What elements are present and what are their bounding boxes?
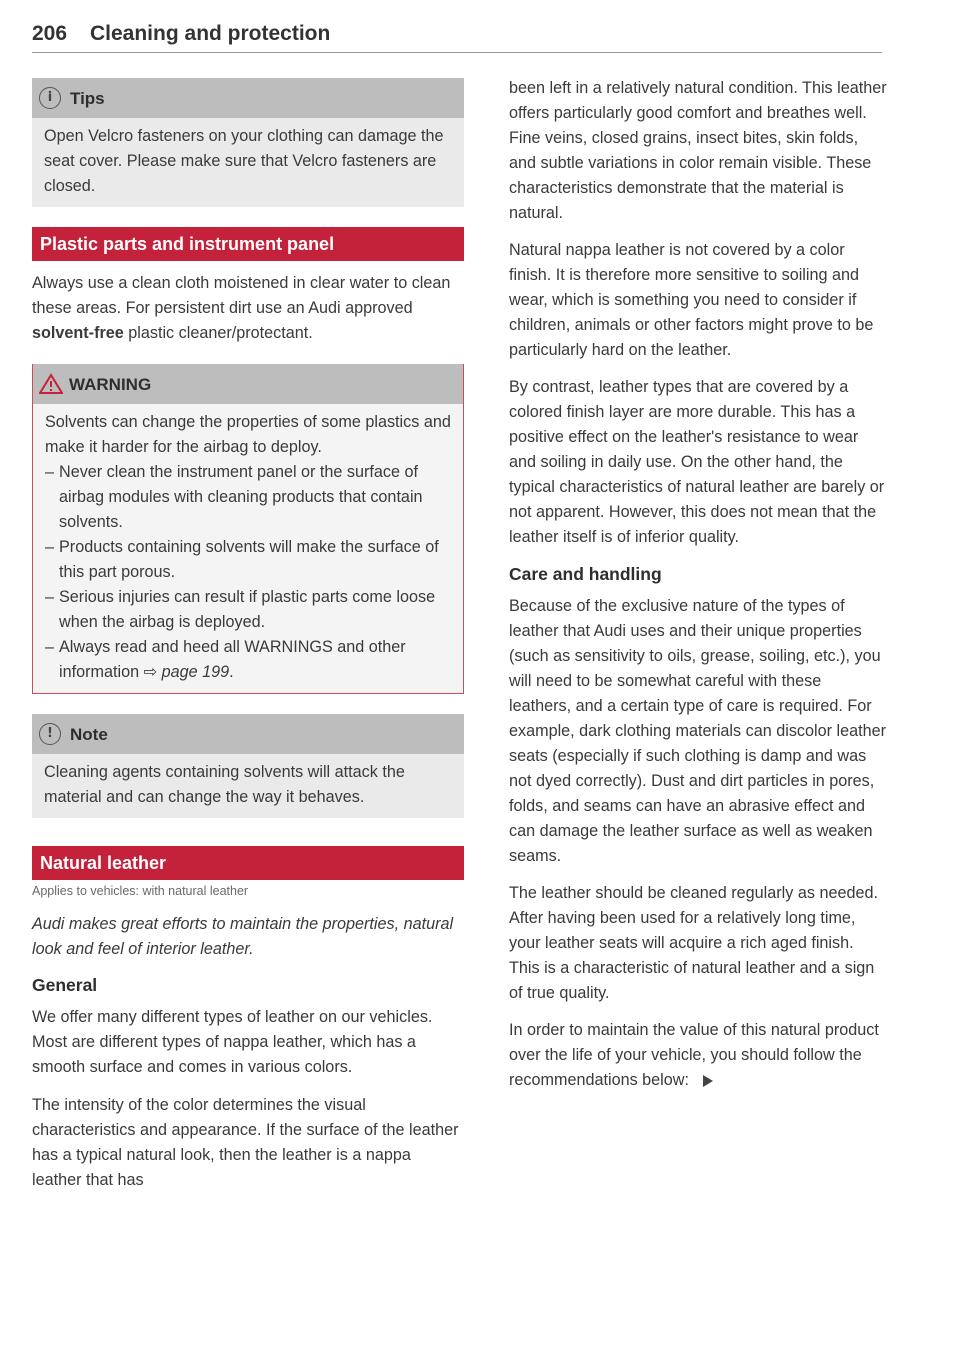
care-handling-heading: Care and handling — [509, 564, 662, 584]
general-heading: General — [32, 975, 98, 995]
right-paragraph-4: Because of the exclusive nature of the types of leather that Audi uses and their unique properties (such as sensitivity to oils, grease, soiling, etc.), you will need to be somewhat careful with these leathers, and a certain type of care is required. For example, dark clothing materials can discolor leather seats (especially if such clothing is damp and was not dyed correctly). Dust and dirt particles in pores, folds, and seams can have an abrasive effect and can damage the leather surface as well as weaken seams. — [509, 597, 886, 865]
note-title: Note — [70, 725, 108, 744]
natural-leather-heading: Natural leather — [32, 846, 464, 880]
warning-header — [33, 364, 463, 404]
right-paragraph-3: By contrast, leather types that are covered by a colored finish layer are more durable. This has a positive effect on the leather's resistance to wear and soiling in daily use. On the other hand, the typical characteristics of natural leather are barely or not apparent. However, this does not mean that the leather itself is of inferior quality. — [509, 378, 885, 546]
exclamation-icon: ! — [39, 723, 61, 745]
tips-box — [32, 78, 464, 207]
note-text: Cleaning agents containing solvents will attack the material and can change the way it behaves. — [44, 763, 405, 806]
right-column — [509, 76, 887, 1093]
plastic-body: Always use a clean cloth moistened in clear water to clean these areas. For persistent dirt use an Audi approved solvent-free plastic cleaner/protectant. — [32, 274, 451, 342]
warning-triangle-icon — [39, 373, 63, 395]
section-title: Cleaning and protection — [90, 22, 331, 45]
warning-list — [45, 460, 451, 685]
tips-text: Open Velcro fasteners on your clothing can damage the seat cover. Please make sure that Velcro fasteners are closed. — [44, 127, 444, 195]
plastic-heading: Plastic parts and instrument panel — [32, 227, 464, 261]
applies-to-text: Applies to vehicles: with natural leather — [32, 884, 249, 898]
warning-item: – Never clean the instrument panel or the surface of airbag modules with cleaning products that contain solvents. — [45, 460, 451, 535]
page-number: 206 — [32, 22, 68, 45]
warning-item: – Always read and heed all WARNINGS and other information ⇨ page 199. — [45, 635, 451, 685]
warning-title: WARNING — [69, 375, 152, 394]
warning-item: – Serious injuries can result if plastic parts come loose when the airbag is deployed. — [45, 585, 451, 635]
warning-intro: Solvents can change the properties of some plastics and make it harder for the airbag to deploy. — [45, 413, 451, 456]
warning-item: – Products containing solvents will make the surface of this part porous. — [45, 535, 451, 585]
natural-leather-intro: Audi makes great efforts to maintain the properties, natural look and feel of interior leather. — [32, 915, 454, 958]
warning-box — [32, 364, 464, 694]
continue-arrow-icon — [703, 1075, 713, 1087]
right-paragraph-2: Natural nappa leather is not covered by a color finish. It is therefore more sensitive to soiling and wear, which is something you need to consider if children, animals or other factors might prove to be particularly hard on the leather. — [509, 241, 874, 359]
solvent-free-emphasis: solvent-free — [32, 324, 124, 342]
info-icon: i — [39, 87, 61, 109]
page-reference-link[interactable]: ⇨ page 199 — [143, 663, 230, 681]
general-paragraph-2: The intensity of the color determines the visual characteristics and appearance. If the surface of the leather has a typical natural look, then the leather is a nappa leather that has — [32, 1096, 459, 1189]
left-column — [32, 78, 464, 1193]
note-box — [32, 714, 464, 818]
note-header — [32, 714, 464, 754]
right-paragraph-6: In order to maintain the value of this natural product over the life of your vehicle, you should follow the recommendations below: — [509, 1021, 879, 1089]
page-header — [32, 22, 882, 53]
right-paragraph-1: been left in a relatively natural condition. This leather offers particularly good comfort and breathes well. Fine veins, closed grains, insect bites, skin folds, and subtle variations in color remain visible. These characteristics demonstrate that the material is natural. — [509, 79, 887, 222]
tips-header — [32, 78, 464, 118]
general-paragraph-1: We offer many different types of leather on our vehicles. Most are different types of nappa leather, which has a smooth surface and comes in various colors. — [32, 1008, 433, 1076]
tips-title: Tips — [70, 89, 105, 108]
right-paragraph-5: The leather should be cleaned regularly as needed. After having been used for a relatively long time, your leather seats will acquire a rich aged finish. This is a characteristic of natural leather and a sign of true quality. — [509, 884, 878, 1002]
